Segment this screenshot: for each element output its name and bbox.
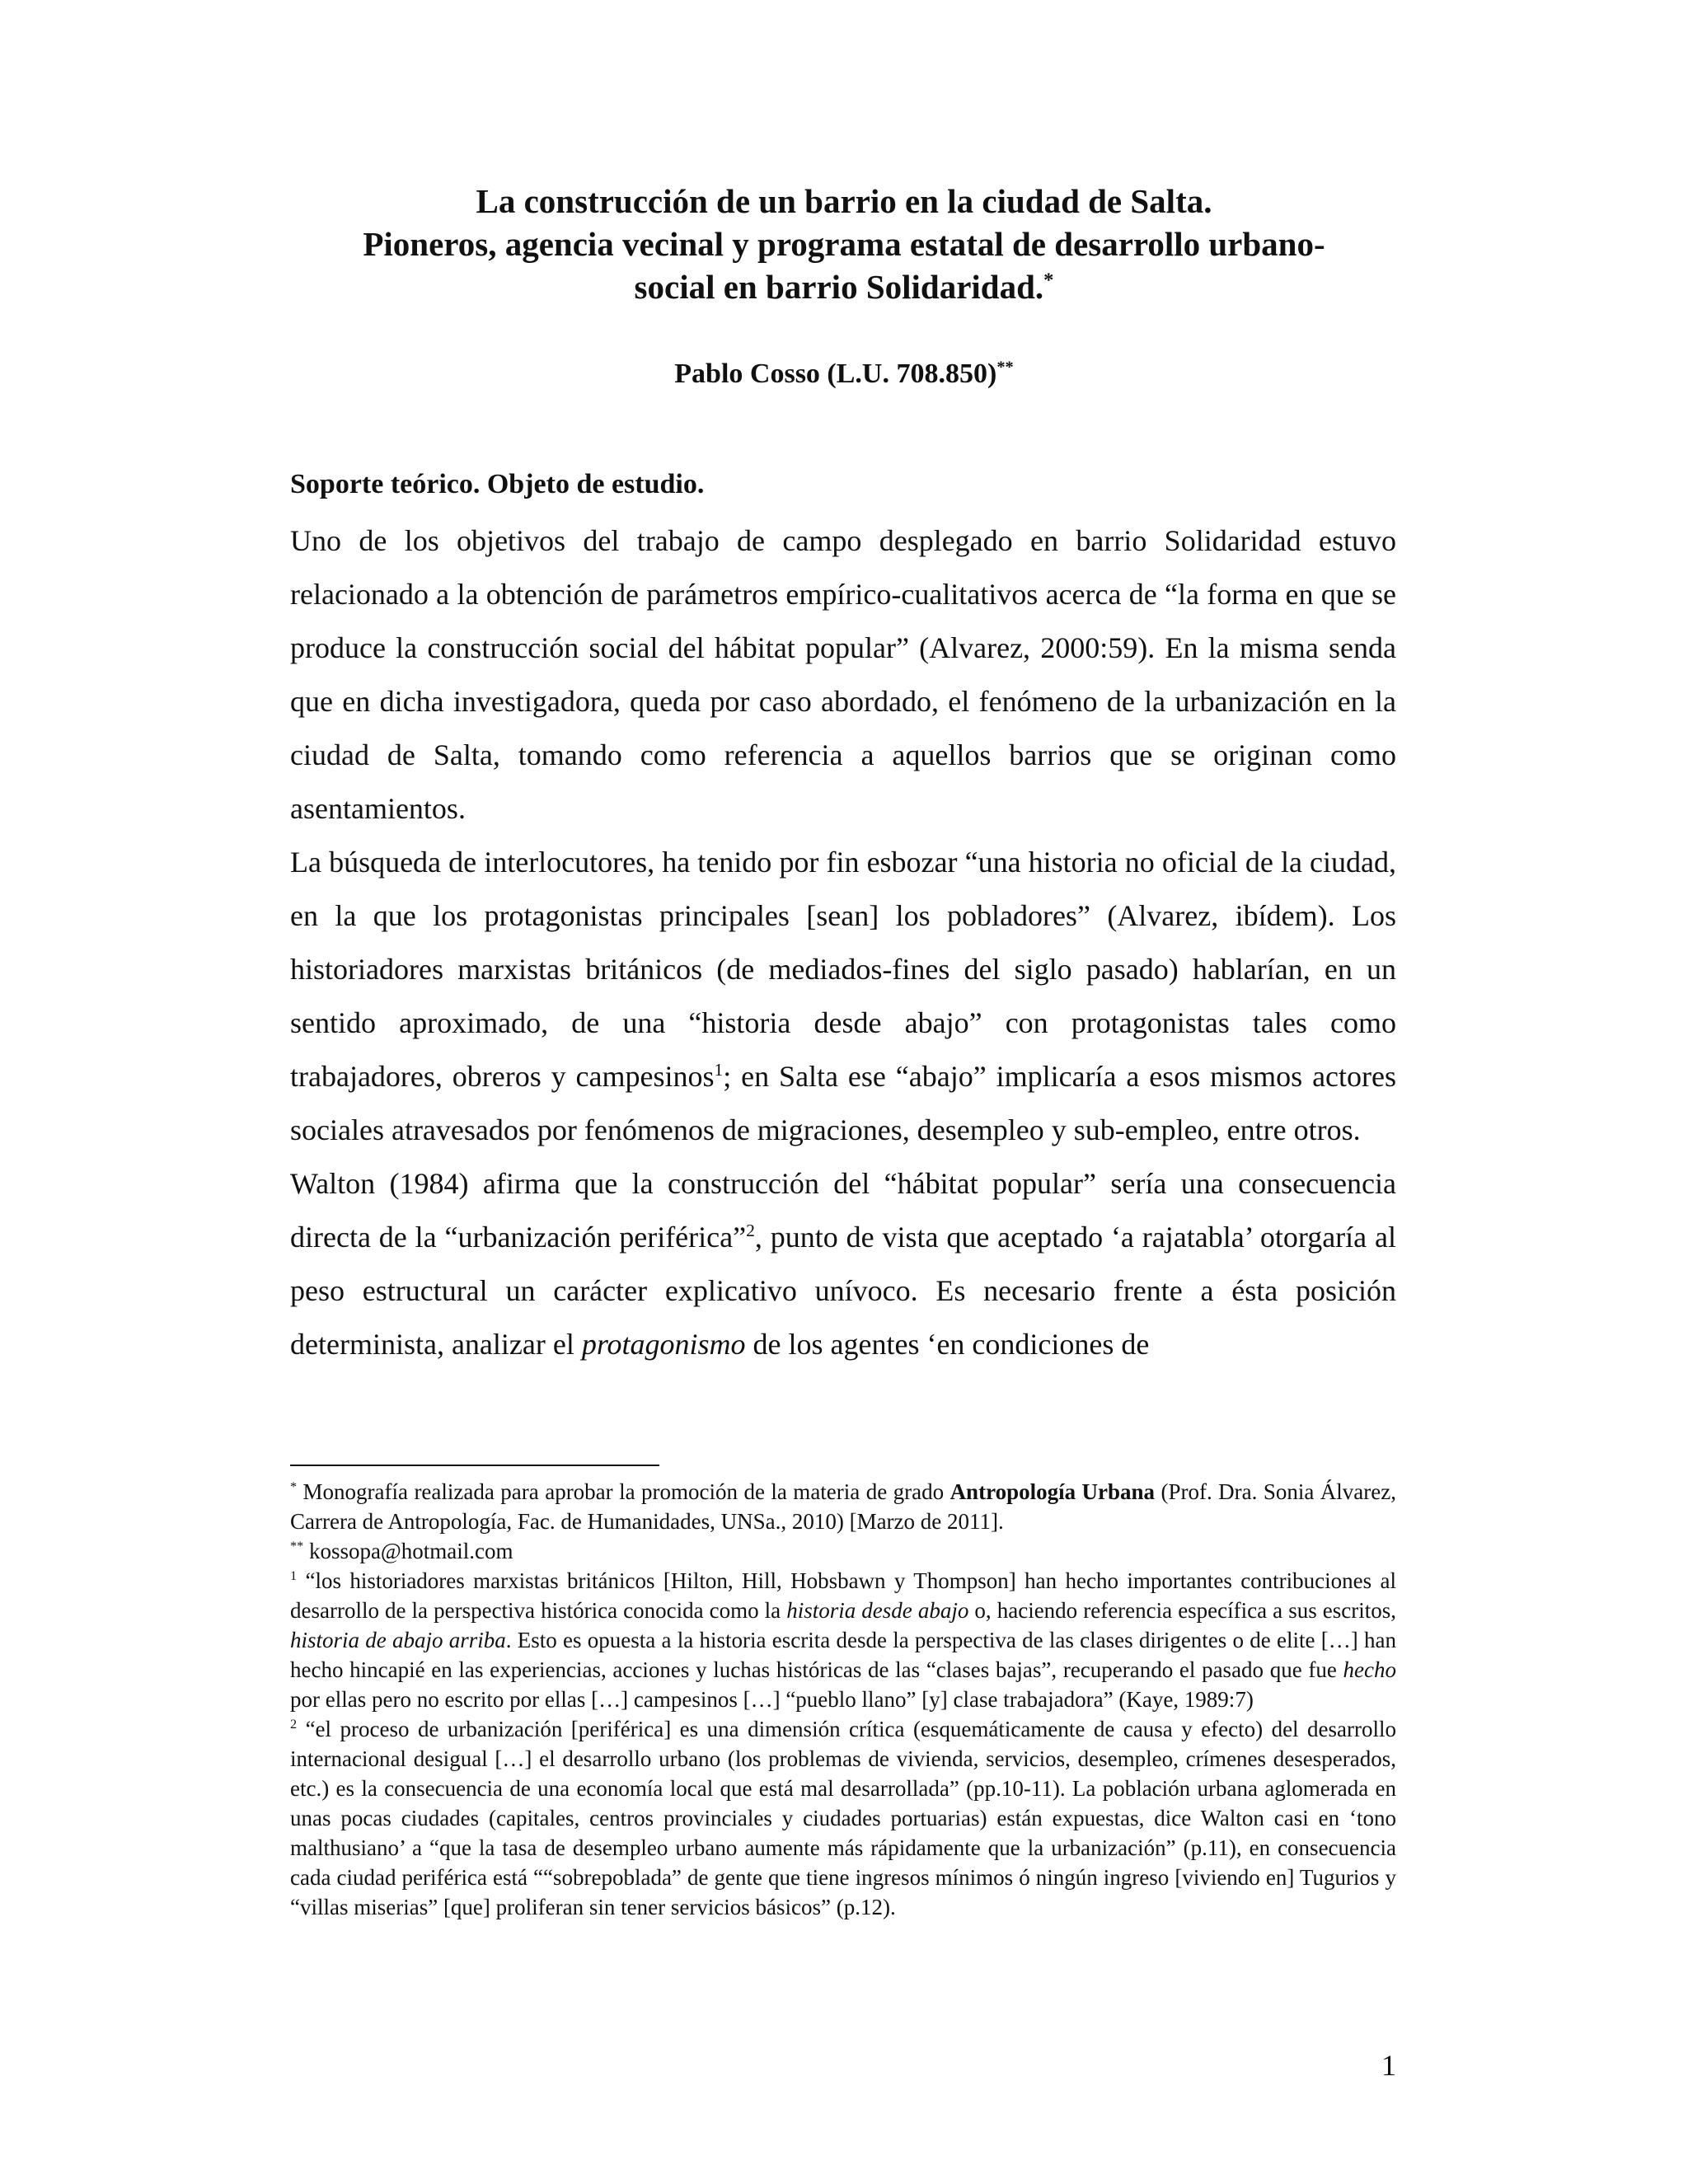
footnote-1 <box>290 1566 1396 1714</box>
footnote-star <box>290 1477 1396 1536</box>
footnote-separator <box>290 1465 659 1466</box>
footnote-star-course: Antropología Urbana <box>950 1479 1156 1504</box>
footnotes <box>290 1477 1396 1922</box>
footnote-star-mark: * <box>290 1479 298 1494</box>
paragraph-1: Uno de los objetivos del trabajo de campo desplegado en barrio Solidaridad estuvo relacionado a la obtención de parámetros empírico-cualitativos acerca de “la forma en que se produce la construcción social del hábitat popular” (Alvarez, 2000:59). En la misma senda que en dicha investigadora, queda por caso abordado, el fenómeno de la urbanización en la ciudad de Salta, tomando como referencia a aquellos barrios que se originan como asentamientos. <box>290 524 1396 825</box>
footnote-1-emphasis-3: hecho <box>1343 1657 1396 1682</box>
paragraph-3-text-c: de los agentes ‘en condiciones de <box>745 1328 1150 1361</box>
title-footnote-mark[interactable]: * <box>1043 269 1054 292</box>
footnote-1-emphasis-2: historia de abajo arriba <box>290 1628 506 1652</box>
author-email[interactable]: kossopa@hotmail.com <box>303 1539 513 1563</box>
footnote-ref-2[interactable]: 2 <box>746 1221 755 1240</box>
author-name: Pablo Cosso (L.U. 708.850) <box>674 359 997 389</box>
footnote-double-star <box>290 1536 1396 1566</box>
footnote-1-text-c: . Esto es opuesta a la historia escrita desde la perspectiva de las clases dirigentes o de elite […] han hecho hincapié en las experiencias, acciones y luchas históricas de las “clases bajas”, recuperando el pasado que fue <box>290 1628 1396 1682</box>
paragraph-2 <box>290 836 1396 1157</box>
footnote-1-text-a: “los historiadores marxistas británicos [Hilton, Hill, Hobsbawn y Thompson] han hecho importantes contribuciones al desarrollo de la perspectiva histórica conocida como la <box>290 1568 1396 1623</box>
author-footnote-mark[interactable]: ** <box>996 358 1014 377</box>
paragraph-3-text-a: Walton (1984) afirma que la construcción del “hábitat popular” sería una consecuencia directa de la “urbanización periférica” <box>290 1167 1396 1254</box>
title-line-3-text: social en barrio Solidaridad. <box>634 268 1044 306</box>
footnote-ref-1[interactable]: 1 <box>714 1060 724 1080</box>
footnote-1-text-b: o, haciendo referencia específica a sus escritos, <box>968 1598 1397 1623</box>
footnote-1-emphasis-1: historia desde abajo <box>786 1598 969 1623</box>
paragraph-3 <box>290 1157 1396 1371</box>
title-line-1: La construcción de un barrio en la ciudad de Salta. <box>476 182 1212 220</box>
footnote-double-star-mark: ** <box>290 1539 304 1554</box>
paragraph-3-text-b: , punto de vista que aceptado ‘a rajatabla’ otorgaría al peso estructural un carácter explicativo unívoco. Es necesario frente a ésta posición determinista, analizar el <box>290 1221 1396 1361</box>
footnote-2-text: “el proceso de urbanización [periférica] es una dimensión crítica (esquemáticamente de causa y efecto) del desarrollo internacional desigual […] el desarrollo urbano (los problemas de vivienda, servicios, desempleo, crímenes desesperados, etc.) es la consecuencia de una economía local que está mal desarrollada” (pp.10-11). La población urbana aglomerada en unas pocas ciudades (capitales, centros provinciales y ciudades portuarias) están expuestas, dice Walton casi en ‘tono malthusiano’ a “que la tasa de desempleo urbano aumente más rápidamente que la urbanización” (p.11), en consecuencia cada ciudad periférica está ““sobrepoblada” de gente que tiene ingresos mínimos ó ningún ingreso [viviendo en] Tugurios y “villas miserias” [que] proliferan sin tener servicios básicos” (p.12). <box>290 1717 1396 1919</box>
footnote-1-mark: 1 <box>290 1568 298 1583</box>
paragraph-3-emphasis: protagonismo <box>581 1328 746 1361</box>
author-line <box>247 356 1441 392</box>
section-heading: Soporte teórico. Objeto de estudio. <box>290 469 705 499</box>
paragraph-2-text-a: La búsqueda de interlocutores, ha tenido por fin esbozar “una historia no oficial de la ciudad, en la que los protagonistas principales [sean] los pobladores” (Alvarez, ibídem). Los historiadores marxistas británicos (de mediados-fines del siglo pasado) hablarían, en un sentido aproximado, de una “historia desde abajo” con protagonistas tales como trabajadores, obreros y campesinos <box>290 846 1396 1093</box>
title-line-2: Pioneros, agencia vecinal y programa estatal de desarrollo urbano- <box>363 225 1325 263</box>
paper-title <box>247 180 1441 308</box>
footnote-1-text-d: por ellas pero no escrito por ellas […] campesinos […] “pueblo llano” [y] clase trabajadora” (Kaye, 1989:7) <box>290 1687 1254 1712</box>
body-text <box>290 514 1396 1371</box>
footnote-star-text-a: Monografía realizada para aprobar la promoción de la materia de grado <box>297 1479 950 1504</box>
footnote-2-mark: 2 <box>290 1717 298 1732</box>
footnote-2 <box>290 1714 1396 1922</box>
title-line-3 <box>247 265 1441 308</box>
footnote-star-text-b: (Prof. Dra. Sonia Álvarez, Carrera de Antropología, Fac. de Humanidades, UNSa., 2010) [Marzo de 2011]. <box>290 1479 1396 1534</box>
page-number: 1 <box>1381 2049 1396 2082</box>
paragraph-2-text-b: ; en Salta ese “abajo” implicaría a esos mismos actores sociales atravesados por fenómenos de migraciones, desempleo y sub-empleo, entre otros. <box>290 1060 1397 1146</box>
